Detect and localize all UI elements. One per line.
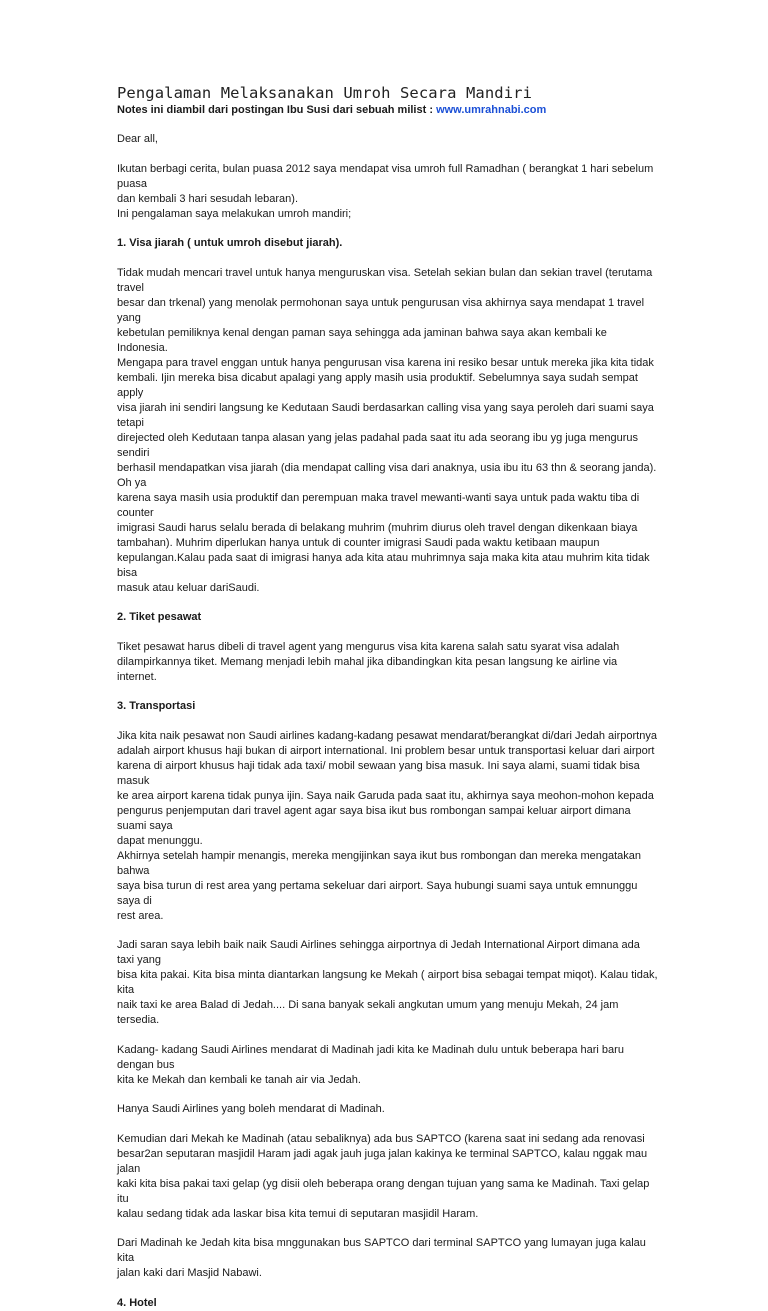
section-transport-paragraph [117, 1236, 658, 1281]
document-title: Pengalaman Melaksanakan Umroh Secara Mandiri [117, 84, 532, 102]
section-transport-paragraph [117, 1102, 658, 1117]
text-line: Mengapa para travel enggan untuk hanya pengurusan visa karena ini resiko besar untuk mereka jika kita tidak [117, 356, 654, 369]
text-line: bisa kita pakai. Kita bisa minta diantarkan langsung ke Mekah ( airport bisa sebagai tempat miqot). Kalau tidak, kita [117, 969, 658, 996]
text-line: masuk atau keluar dariSaudi. [117, 581, 260, 594]
text-line: dan kembali 3 hari sesudah lebaran). [117, 192, 299, 205]
text-line: Akhirnya setelah hampir menangis, mereka mengijinkan saya ikut bus rombongan dan mereka mengatakan bahwa [117, 849, 642, 877]
section-heading-ticket: 2. Tiket pesawat [117, 611, 202, 623]
text-line: jalan kaki dari Masjid Nabawi. [117, 1267, 262, 1279]
text-line: rest area. [117, 909, 164, 922]
text-line: Kemudian dari Mekah ke Madinah (atau sebaliknya) ada bus SAPTCO (karena saat ini sedang ada renovasi [117, 1132, 645, 1145]
text-line: dapat menunggu. [117, 834, 203, 847]
text-line: dilampirkannya tiket. Memang menjadi lebih mahal jika dibandingkan kita pesan langsung ke airline via internet. [117, 655, 618, 683]
text-line: Ikutan berbagi cerita, bulan puasa 2012 saya mendapat visa umroh full Ramadhan ( berangkat 1 hari sebelum puasa [117, 162, 654, 190]
text-line: kebetulan pemiliknya kenal dengan paman saya sehingga ada jaminan bahwa saya akan kembali ke Indonesia. [117, 326, 607, 354]
section-transport-paragraph [117, 1132, 658, 1222]
text-line: ke area airport karena tidak punya ijin. Saya naik Garuda pada saat itu, akhirnya saya meohon-mohon kepada [117, 789, 654, 802]
text-line: direjected oleh Kedutaan tanpa alasan yang jelas padahal pada saat itu ada seorang ibu yg juga mengurus sendiri [117, 431, 639, 459]
text-line: imigrasi Saudi harus selalu berada di belakang muhrim (muhrim diurus oleh travel dengan dikenkaan biaya [117, 521, 638, 534]
text-line: Hanya Saudi Airlines yang boleh mendarat di Madinah. [117, 1103, 385, 1115]
text-line: Jadi saran saya lebih baik naik Saudi Airlines sehingga airportnya di Jedah International Airport dimana ada taxi yang [117, 939, 640, 966]
section-ticket-paragraph [117, 640, 658, 685]
text-line: Tiket pesawat harus dibeli di travel agent yang mengurus visa kita karena salah satu syarat visa adalah [117, 640, 620, 653]
text-line: Tidak mudah mencari travel untuk hanya menguruskan visa. Setelah sekian bulan dan sekian travel (terutama travel [117, 266, 653, 294]
text-line: kembali. Ijin mereka bisa dicabut apalagi yang apply masih usia produktif. Sebelumnya saya sudah sempat apply [117, 371, 638, 399]
text-line: visa jiarah ini sendiri langsung ke Kedutaan Saudi berdasarkan calling visa yang saya peroleh dari suami saya tetapi [117, 401, 654, 429]
text-line: kaki kita bisa pakai taxi gelap (yg disii oleh beberapa orang dengan tujuan yang sama ke Madinah. Taxi gelap itu [117, 1177, 650, 1205]
section-heading-visa: 1. Visa jiarah ( untuk umroh disebut jiarah). [117, 237, 343, 249]
section-heading-hotel: 4. Hotel [117, 1296, 157, 1309]
text-line: naik taxi ke area Balad di Jedah.... Di sana banyak sekali angkutan umum yang menuju Mekah, 24 jam tersedia. [117, 999, 619, 1026]
section-transport-paragraph [117, 729, 658, 924]
text-line: Dari Madinah ke Jedah kita bisa mnggunakan bus SAPTCO dari terminal SAPTCO yang lumayan juga kalau kita [117, 1237, 646, 1264]
text-line: kepulangan.Kalau pada saat di imigrasi hanya ada kita atau muhrimnya saja maka kita atau muhrim kita tidak bisa [117, 551, 650, 579]
text-line: Ini pengalaman saya melakukan umroh mandiri; [117, 207, 352, 220]
text-line: Kadang- kadang Saudi Airlines mendarat di Madinah jadi kita ke Madinah dulu untuk beberapa hari baru dengan bus [117, 1043, 624, 1071]
text-line: karena saya masih usia produktif dan perempuan maka travel mewanti-wanti saya untuk pada waktu tiba di counter [117, 491, 640, 519]
section-transport-paragraph [117, 938, 658, 1028]
text-line: pengurus penjemputan dari travel agent agar saya bisa ikut bus rombongan sampai keluar airport dimana suami saya [117, 804, 631, 832]
source-link[interactable]: www.umrahnabi.com [436, 104, 547, 116]
section-visa-paragraph [117, 266, 658, 596]
text-line: Jika kita naik pesawat non Saudi airlines kadang-kadang pesawat mendarat/berangkat di/dari Jedah airportnya [117, 729, 657, 742]
section-heading-transport: 3. Transportasi [117, 700, 196, 712]
text-line: saya bisa turun di rest area yang pertama sekeluar dari airport. Saya hubungi suami saya untuk emnunggu saya di [117, 879, 638, 907]
intro-paragraph [117, 162, 658, 222]
section-transport-paragraph [117, 1043, 658, 1088]
text-line: kalau sedang tidak ada laskar bisa kita temui di seputaran masjidil Haram. [117, 1207, 479, 1220]
text-line: adalah airport khusus haji bukan di airport international. Ini problem besar untuk transportasi keluar dari airport [117, 744, 655, 757]
greeting: Dear all, [117, 133, 158, 145]
text-line: besar2an seputaran masjidil Haram jadi agak jauh juga jalan kakinya ke terminal SAPTCO, kalau nggak mau jalan [117, 1147, 648, 1175]
text-line: kita ke Mekah dan kembali ke tanah air via Jedah. [117, 1073, 361, 1086]
text-line: karena di airport khusus haji tidak ada taxi/ mobil sewaan yang bisa masuk. Ini saya alami, suami tidak bisa masuk [117, 759, 640, 787]
source-note [117, 104, 658, 116]
text-line: berhasil mendapatkan visa jiarah (dia mendapat calling visa dari anaknya, usia ibu itu 63 thn & seorang janda). Oh ya [117, 461, 657, 489]
text-line: tambahan). Muhrim diperlukan hanya untuk di counter imigrasi Saudi pada waktu ketibaan maupun [117, 536, 600, 549]
text-line: besar dan trkenal) yang menolak permohonan saya untuk pengurusan visa akhirnya saya mendapat 1 travel yang [117, 296, 645, 324]
source-note-text: Notes ini diambil dari postingan Ibu Susi dari sebuah milist : [117, 104, 433, 116]
